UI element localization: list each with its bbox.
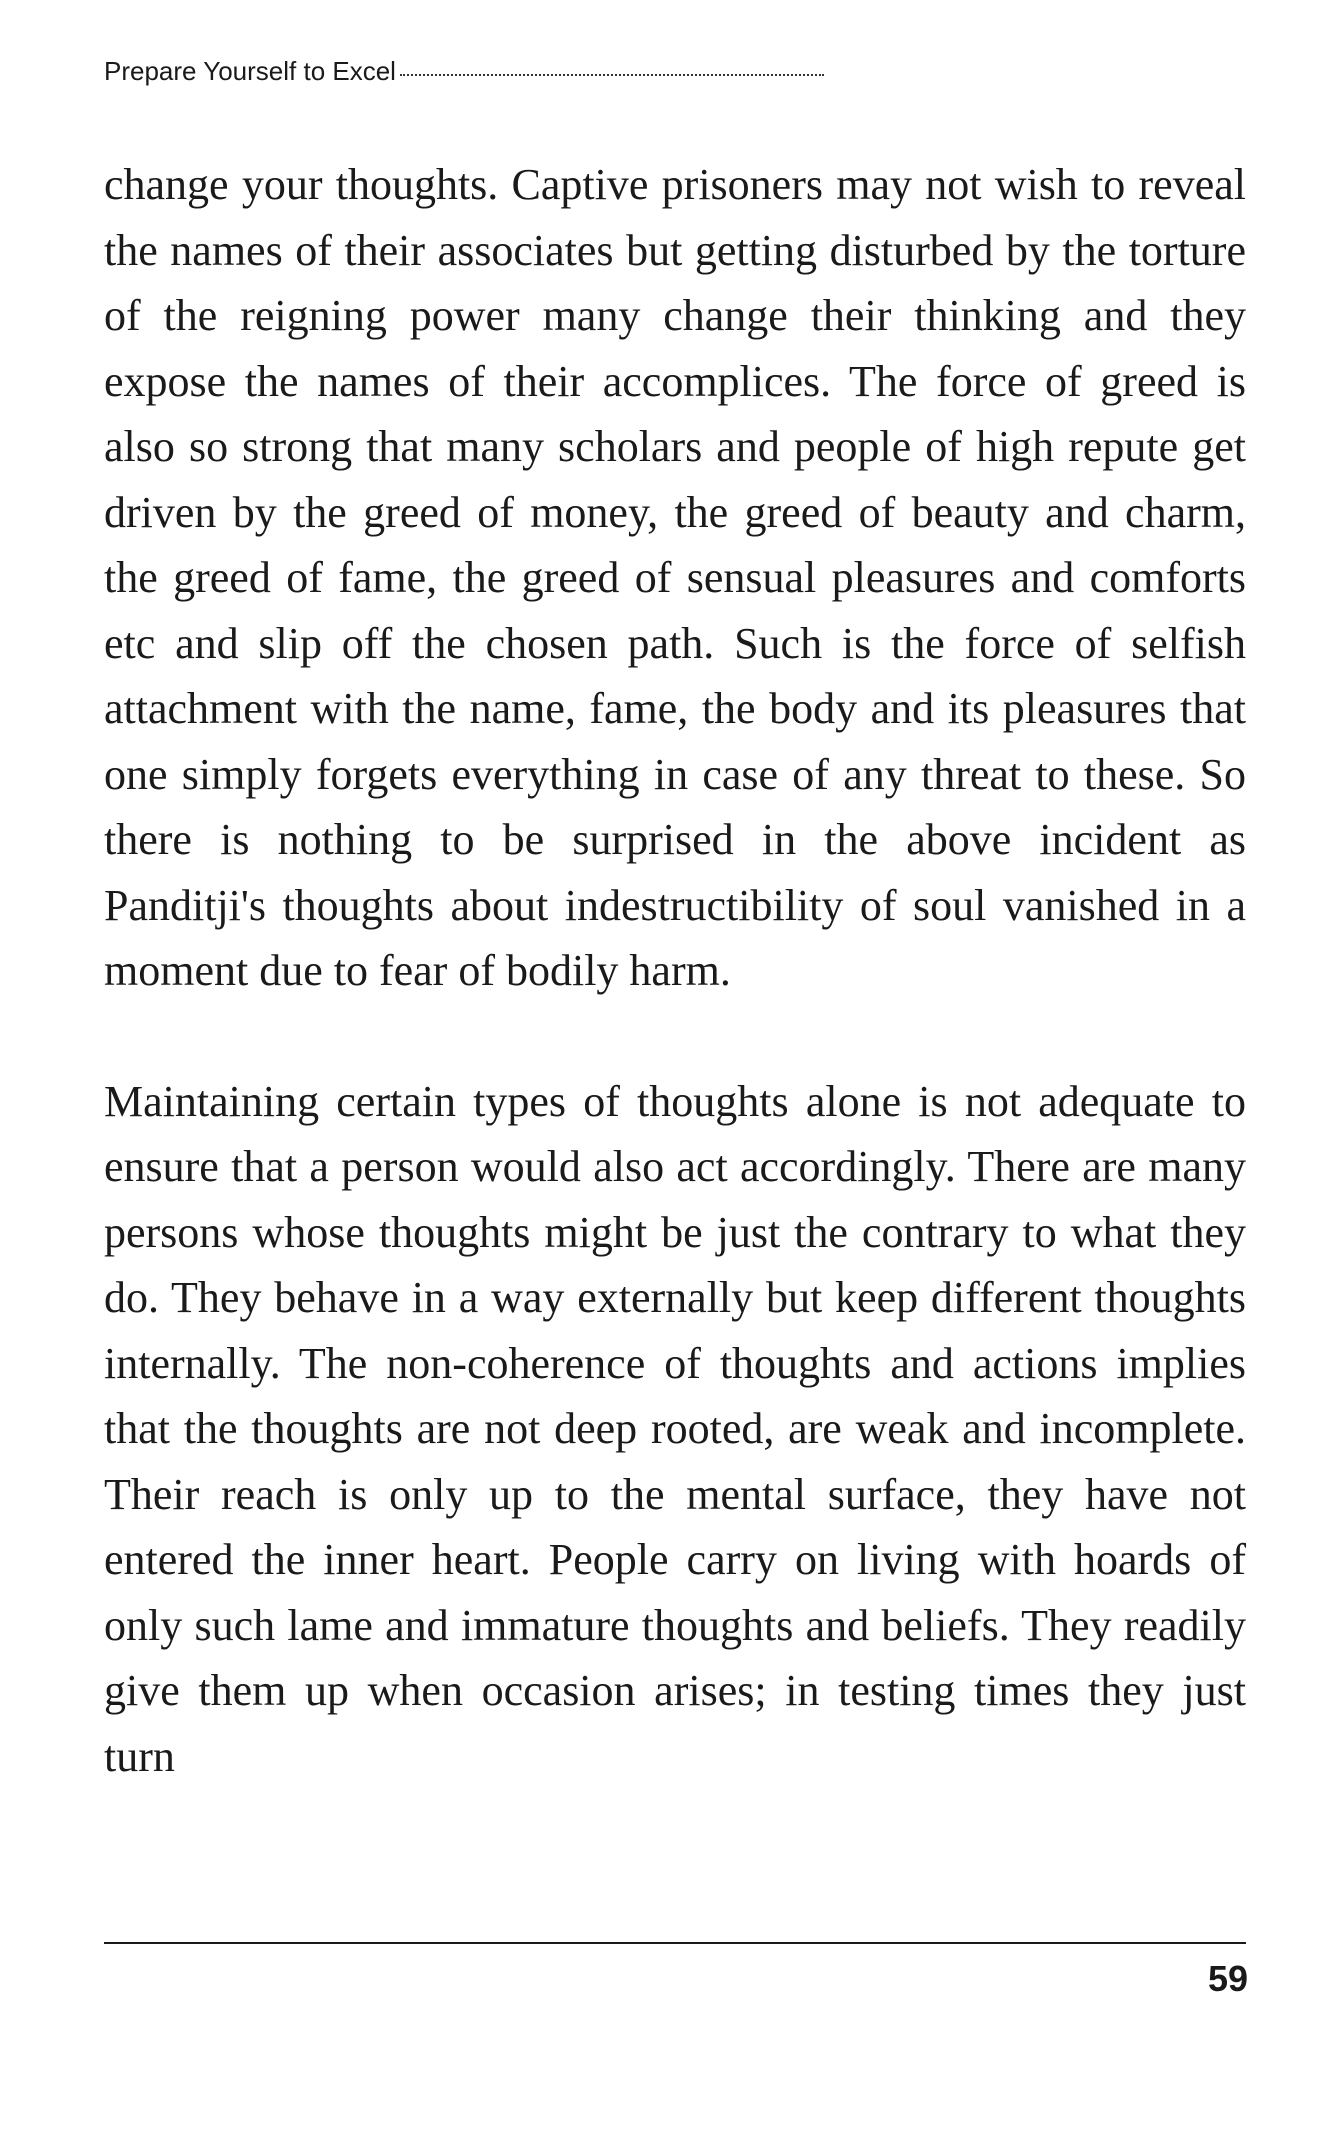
page-number: 59 [1207, 1958, 1248, 1999]
running-header [104, 56, 824, 87]
paragraph-1: change your thoughts. Captive prisoners may not wish to reveal the names of their associates but getting disturbed by the torture of the reigning power many change their thinking and they expose the names of their accomplices. The force of greed is also so strong that many scholars and people of high repute get driven by the greed of money, the greed of beauty and charm, the greed of fame, the greed of sensual pleasures and comforts etc and slip off the chosen path. Such is the force of selfish attachment with the name, fame, the body and its pleasures that one simply forgets everything in case of any threat to these. So there is nothing to be surprised in the above incident as Panditji's thoughts about indestructibility of soul vanished in a moment due to fear of bodily harm. [104, 160, 1246, 995]
dotted-leader [400, 73, 824, 76]
body-text [104, 152, 1246, 1789]
paragraph-2: Maintaining certain types of thoughts alone is not adequate to ensure that a person would also act accordingly. There are many persons whose thoughts might be just the contrary to what they do. They behave in a way externally but keep different thoughts internally. The non-coherence of thoughts and actions implies that the thoughts are not deep rooted, are weak and incomplete. Their reach is only up to the mental surface, they have not entered the inner heart. People carry on living with hoards of only such lame and immature thoughts and beliefs. They readily give them up when occasion arises; in testing times they just turn [104, 1076, 1246, 1781]
footer-divider [104, 1942, 1246, 1944]
running-header-title: Prepare Yourself to Excel [104, 56, 396, 86]
